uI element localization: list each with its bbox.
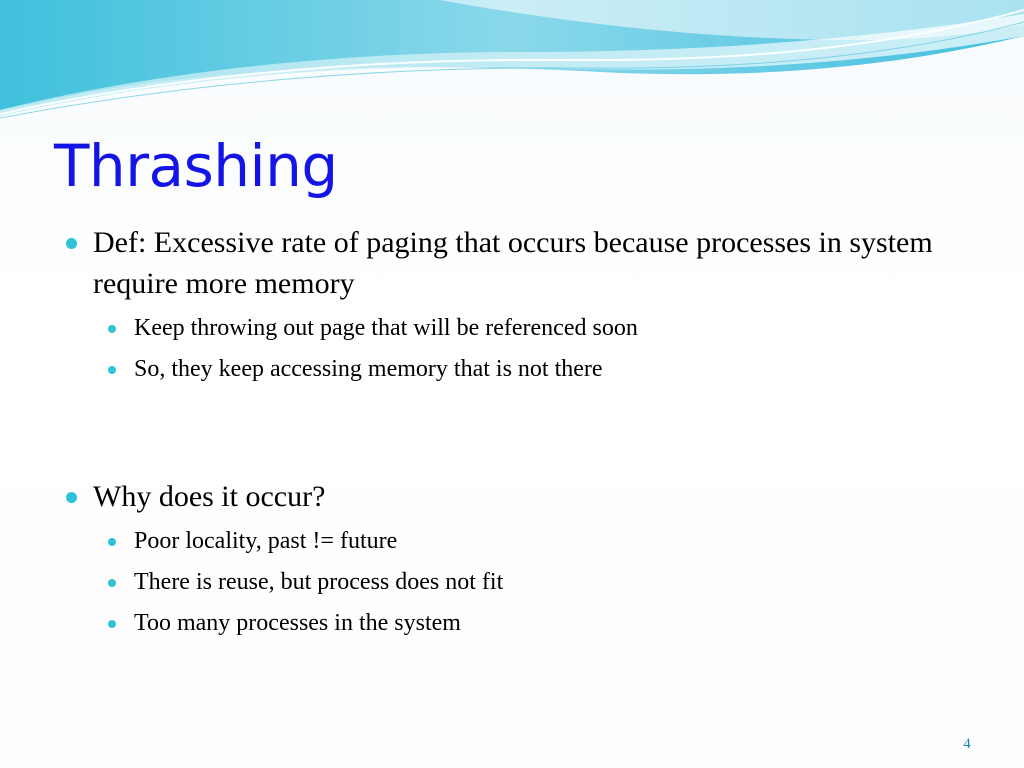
bullet-marker <box>66 238 77 249</box>
sub-bullet-item: Keep throwing out page that will be referenced soon <box>134 315 638 341</box>
sub-bullet-marker <box>108 620 116 628</box>
sub-bullet-marker <box>108 538 116 546</box>
slide-title: Thrashing <box>54 132 338 200</box>
sub-bullet-marker <box>108 325 116 333</box>
bullet-item: Why does it occur? <box>93 480 326 513</box>
sub-bullet-item: So, they keep accessing memory that is not there <box>134 356 603 382</box>
sub-bullet-item: Poor locality, past != future <box>134 528 398 554</box>
sub-bullet-marker <box>108 579 116 587</box>
sub-bullet-item: There is reuse, but process does not fit <box>134 569 504 595</box>
page-number: 4 <box>963 736 971 752</box>
sub-bullet-marker <box>108 366 116 374</box>
sub-bullet-item: Too many processes in the system <box>134 610 461 636</box>
bullet-marker <box>66 492 77 503</box>
bullet-item: Def: Excessive rate of paging that occurs because processes in system require more memory <box>93 226 933 300</box>
decorative-wave-header <box>0 0 1024 120</box>
